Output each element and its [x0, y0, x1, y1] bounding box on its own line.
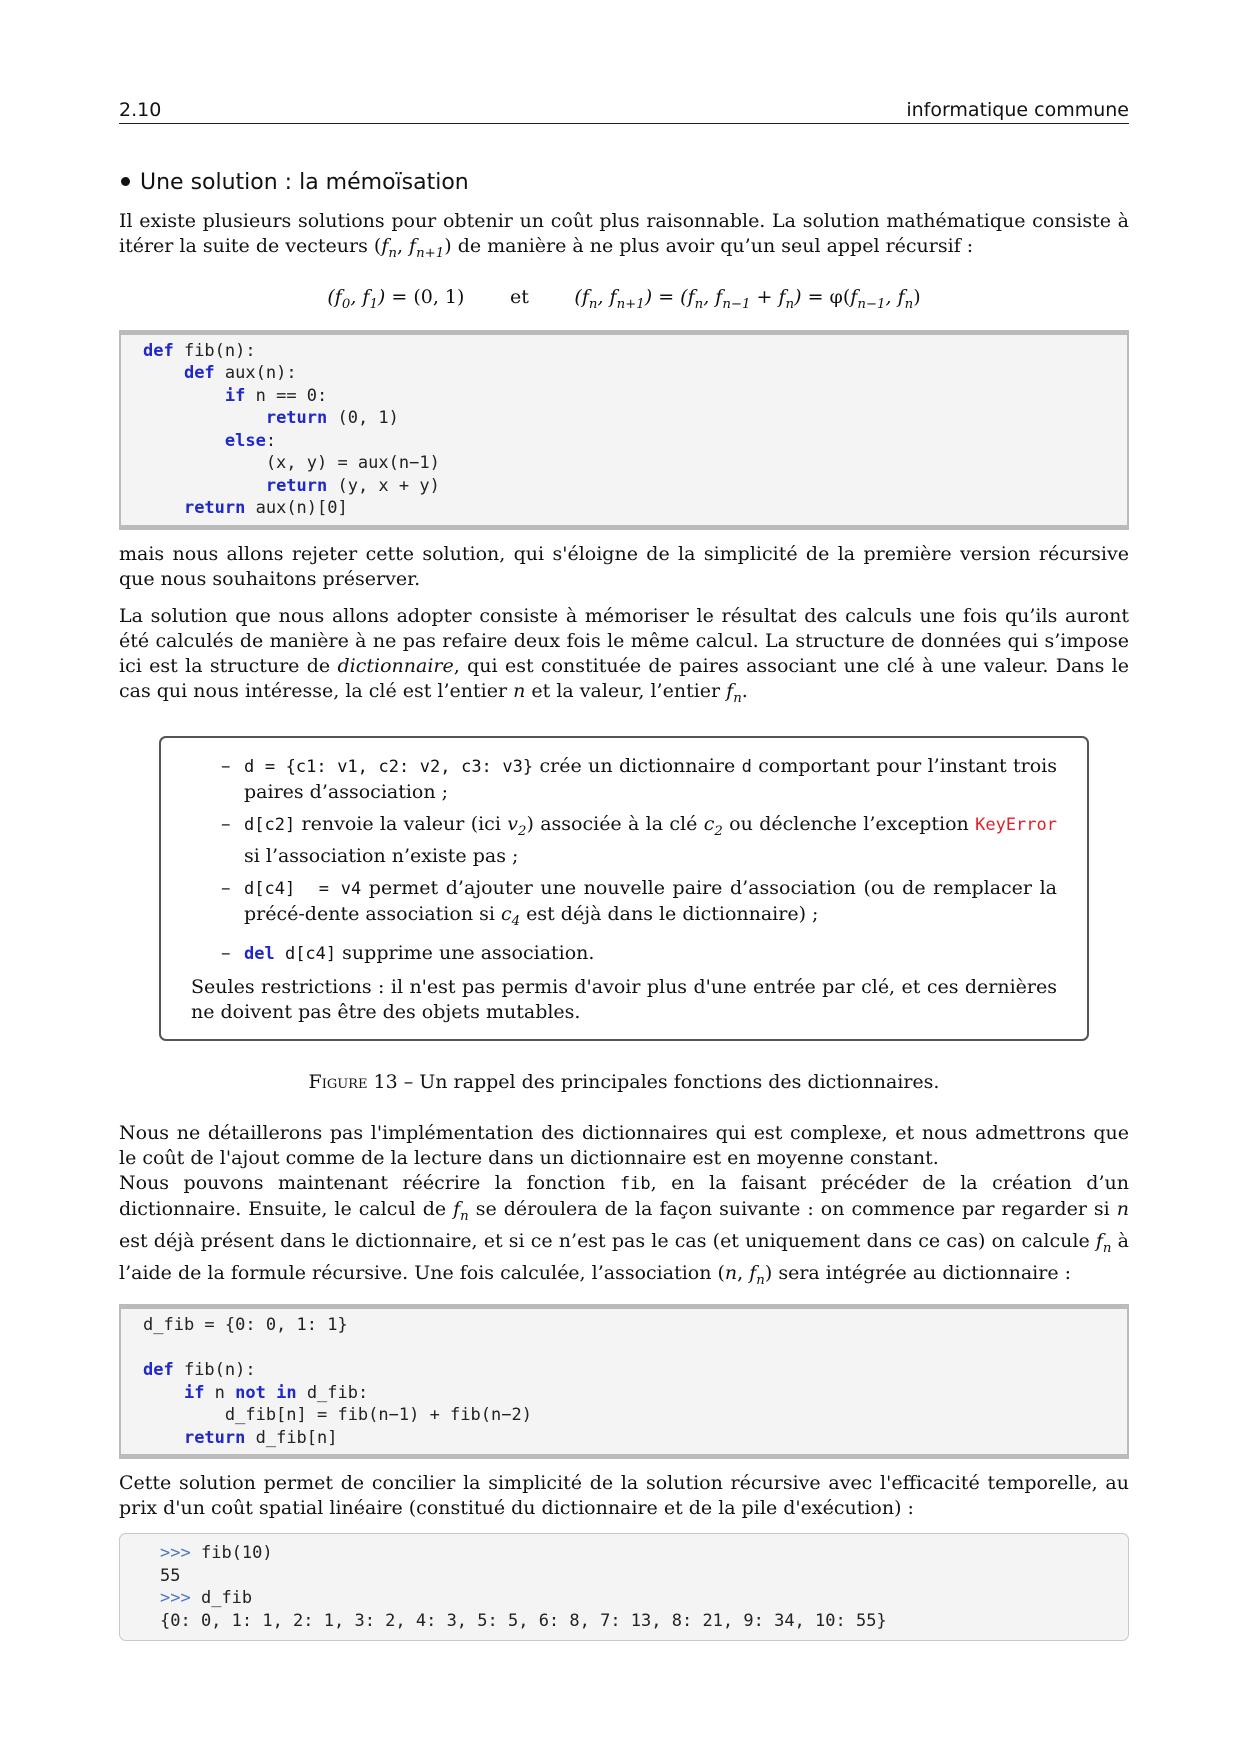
- code-lines: def fib(n): def aux(n): if n == 0: return (0, 1) else: (x, y) = aux(n−1) return (y, x + y) return aux(n)[0]: [143, 340, 440, 519]
- shell-output: 55: [160, 1565, 181, 1586]
- section-title: Une solution : la mémoïsation: [140, 170, 469, 195]
- running-header: [119, 95, 1129, 124]
- shell-output: {0: 0, 1: 1, 2: 1, 3: 2, 4: 3, 5: 5, 6: 8, 7: 13, 8: 21, 9: 34, 10: 55}: [160, 1610, 887, 1631]
- shell-prompt: >>>: [160, 1588, 191, 1609]
- caption-label: Figure 13: [308, 1070, 398, 1093]
- box-note: Seules restrictions : il n'est pas permis d'avoir plus d'une entrée par clé, et ces dernières ne doivent pas être des objets mutables.: [191, 975, 1057, 1023]
- caption-text: – Un rappel des principales fonctions des dictionnaires.: [403, 1070, 940, 1093]
- figure-13-box: [159, 736, 1089, 1041]
- list-item: – d[c4] = v4 permet d’ajouter une nouvelle paire d’association (ou de remplacer la précé-dente association si $c_4$ est déjà dans le dictionnaire) ;: [221, 877, 1057, 929]
- list-item: – d = {c1: v1, c2: v2, c3: v3} crée un dictionnaire d comportant pour l’instant trois paires d’association ;: [221, 755, 1057, 804]
- shell-prompt: >>>: [160, 1543, 191, 1564]
- para-memo: La solution que nous allons adopter consiste à mémoriser le résultat des calculs une fois qu’ils auront été calculés de manière à ne pas refaire deux fois le même calcul. La structure de données qui s’impose ici est la structure de dictionnaire, qui est constituée de paires associant une clé à une valeur. Dans le cas qui nous intéresse, la clé est l’entier n et la valeur, l’entier $f_n$.: [119, 604, 1129, 706]
- bullet-icon: [121, 177, 130, 186]
- python-shell: [119, 1533, 1129, 1641]
- para-reject: mais nous allons rejeter cette solution, qui s'éloigne de la simplicité de la première version récursive que nous souhaitons préserver.: [119, 542, 1129, 590]
- para-complexity: Nous ne détaillerons pas l'implémentation des dictionnaires qui est complexe, et nous admettrons que le coût de l'ajout comme de la lecture dans un dictionnaire est en moyenne constant.: [119, 1121, 1129, 1169]
- equation: ($f_0$, $f_1) = (0$, 1) et ($f_n$, $f_{n+1}) = (f_n$, $f_{n-1} + f_n) = \varphi(f_{n-1}$, $f_n$): [327, 285, 921, 312]
- code-block-fib-vector: [119, 330, 1129, 530]
- figure-caption: [119, 1071, 1129, 1093]
- dict-ops-list: [191, 754, 1057, 967]
- equation-conj: et: [509, 285, 529, 308]
- document-page: [119, 95, 1129, 1641]
- running-title: informatique commune: [906, 99, 1129, 121]
- section-number: 2.10: [119, 99, 162, 121]
- para-intro: Il existe plusieurs solutions pour obtenir un coût plus raisonnable. La solution mathématique consiste à itérer la suite de vecteurs ($f_n$, $f_{n+1}$) de manière à ne plus avoir qu’un seul appel récursif :: [119, 210, 1129, 261]
- list-item: – del d[c4] supprime une association.: [221, 941, 595, 964]
- shell-command: d_fib: [200, 1588, 253, 1609]
- shell-command: fib(10): [200, 1543, 273, 1564]
- list-item: – d[c2] renvoie la valeur (ici $v_2$) associée à la clé $c_2$ ou déclenche l’exception KeyError si l’association n’existe pas ;: [221, 813, 1057, 868]
- code-lines: d_fib = {0: 0, 1: 1} def fib(n): if n not in d_fib: d_fib[n] = fib(n−1) + fib(n−2) return d_fib[n]: [143, 1315, 532, 1448]
- section-heading: [119, 170, 1129, 195]
- para-rewrite: Nous pouvons maintenant réécrire la fonction fib, en la faisant précéder de la création d’un dictionnaire. Ensuite, le calcul de $f_n$ se déroulera de la façon suivante : on commence par regarder si n est déjà présent dans le dictionnaire, et si ce n’est pas le cas (et uniquement dans ce cas) on calcule $f_n$ à l’aide de la formule récursive. Une fois calculée, l’association (n, $f_n$) sera intégrée au dictionnaire :: [119, 1171, 1129, 1288]
- para-conclusion: Cette solution permet de concilier la simplicité de la solution récursive avec l'efficacité temporelle, au prix d'un coût spatial linéaire (constitué du dictionnaire et de la pile d'exécution) :: [119, 1472, 1129, 1520]
- code-block-fib-memo: [119, 1304, 1129, 1459]
- shell-lines: [160, 1542, 1088, 1632]
